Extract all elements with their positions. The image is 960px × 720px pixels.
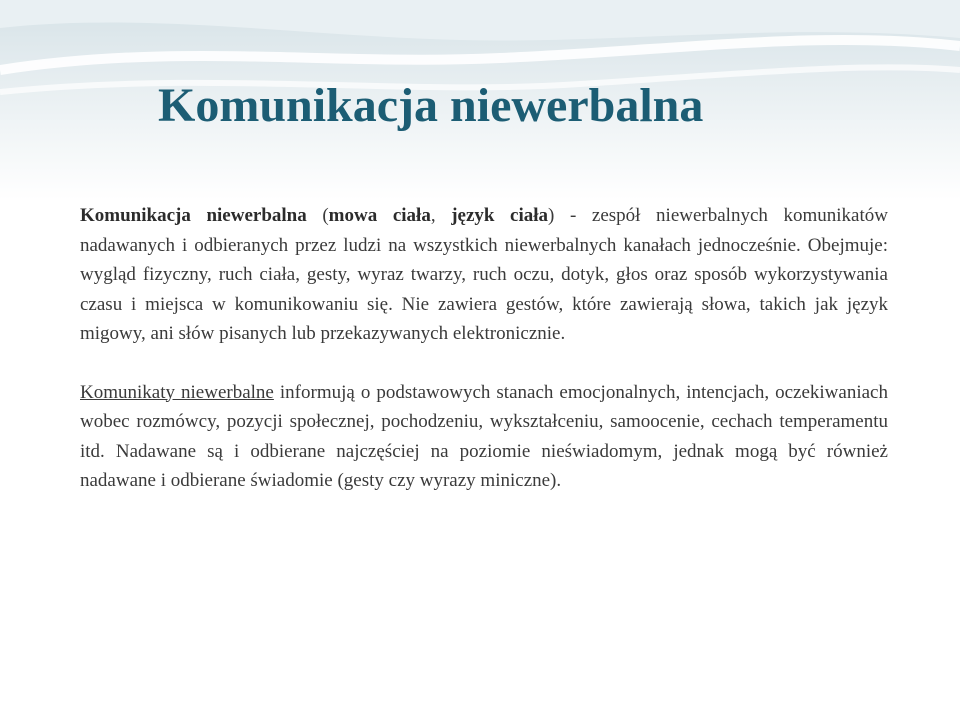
page-title: Komunikacja niewerbalna: [158, 79, 704, 132]
messages-paragraph: [80, 378, 888, 496]
definition-paragraph: [80, 201, 888, 349]
paren-open: (: [306, 205, 329, 226]
messages-text: informują o podstawowych stanach emocjonalnych, intencjach, oczekiwaniach wobec rozmówcy, pozycji społecznej, pochodzeniu, wykształceniu, samoocenie, cechach temperamentu itd. Nadawane są i odbierane najczęściej na poziomie nieświadomym, jednak mogą być również nadawane i odbierane świadomie (gesty czy wyrazy miniczne).: [80, 381, 888, 491]
term-komunikacja-niewerbalna: Komunikacja niewerbalna: [80, 205, 307, 226]
term-komunikaty-niewerbalne: Komunikaty niewerbalne: [80, 381, 274, 403]
alias-separator: ,: [430, 205, 452, 226]
definition-text: ) - zespół niewerbalnych komunikatów nadawanych i odbieranych przez ludzi na wszystkich niewerbalnych kanałach jednocześnie. Obejmuje: wygląd fizyczny, ruch ciała, gesty, wyraz twarzy, ruch oczu, dotyk, głos oraz sposób wykorzystywania czasu i miejsca w komunikowaniu się. Nie zawiera gestów, które zawierają słowa, takich jak język migowy, ani słów pisanych lub przekazywanych elektronicznie.: [80, 205, 888, 344]
slide-body: [80, 201, 888, 496]
alias-jezyk-ciala: język ciała: [451, 205, 549, 226]
alias-mowa-ciala: mowa ciała: [328, 205, 431, 226]
